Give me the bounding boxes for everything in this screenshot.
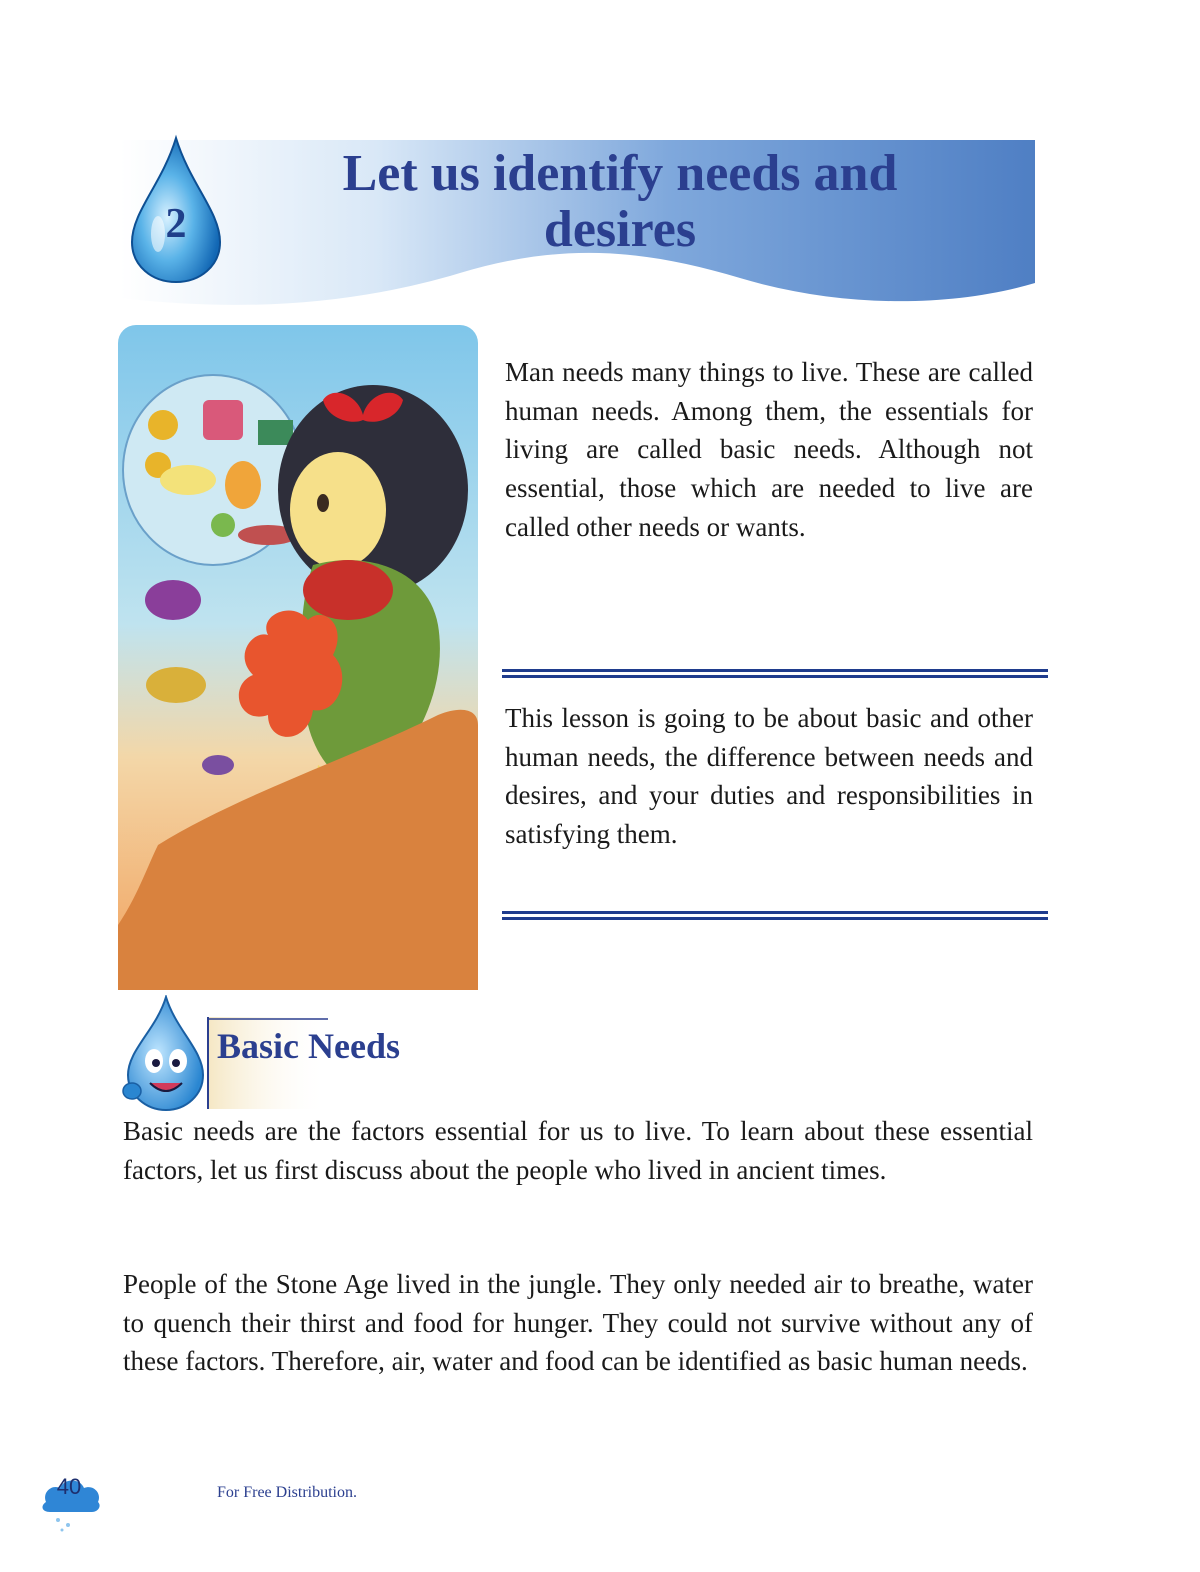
chapter-number: 2 — [165, 201, 187, 247]
divider-bottom — [502, 911, 1048, 920]
page-number: 40 — [56, 1474, 82, 1499]
footer-note: For Free Distribution. — [217, 1484, 357, 1501]
intro-paragraph: Man needs many things to live. These are called human needs. Among them, the essentials for living are called basic needs. Although not essential, those which are needed to live are called other needs or wants. — [505, 357, 1033, 542]
chapter-title — [240, 146, 1000, 258]
chapter-title-line2: desires — [543, 201, 697, 258]
basic-needs-paragraph-2: People of the Stone Age lived in the jungle. They only needed air to breathe, water to quench their thirst and food for hunger. They could not survive without any of these factors. Therefore, air, water and food can be identified as basic human needs. — [123, 1269, 1033, 1377]
divider-top — [502, 669, 1048, 678]
section-title-basic-needs: Basic Needs — [217, 1026, 400, 1066]
girl-dreaming-illustration — [118, 325, 478, 990]
lesson-summary: This lesson is going to be about basic and other human needs, the difference between needs and desires, and your duties and responsibilities in satisfying them. — [505, 703, 1033, 850]
chapter-title-line1: Let us identify needs and — [342, 145, 898, 202]
basic-needs-paragraph-1: Basic needs are the factors essential for us to live. To learn about these essential factors, let us first discuss about the people who lived in ancient times. — [123, 1116, 1033, 1185]
